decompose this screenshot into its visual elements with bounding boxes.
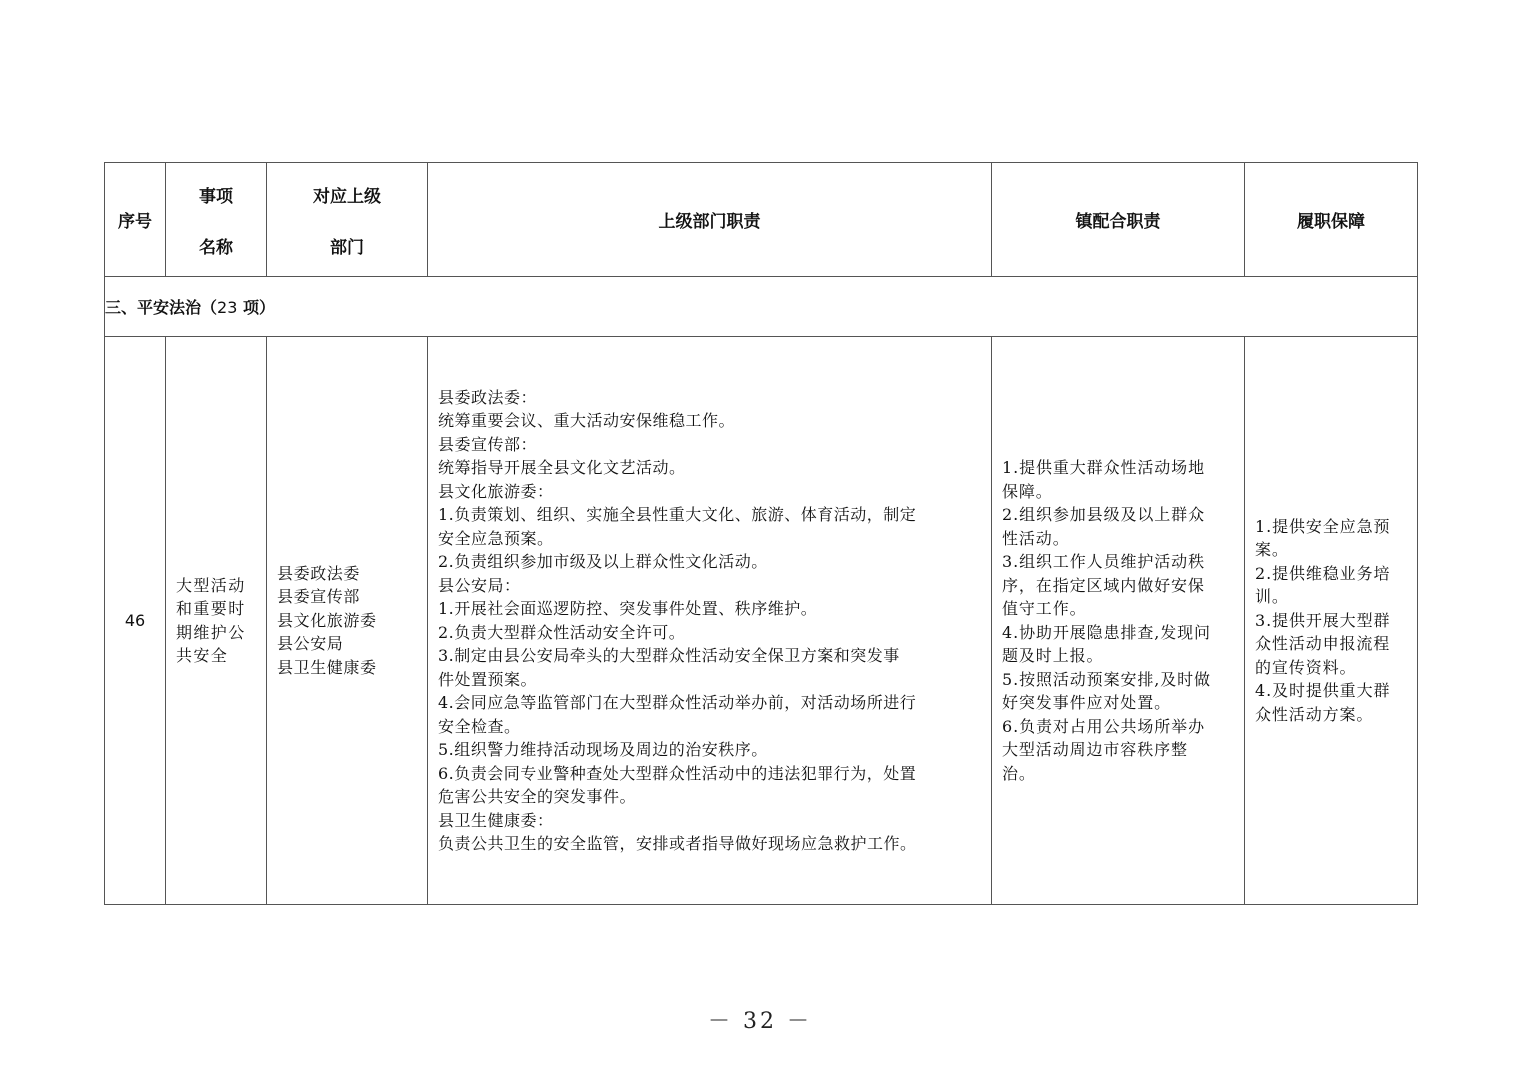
- guarantee-line: 众性活动申报流程: [1255, 634, 1391, 654]
- department-item: 县公安局: [277, 634, 344, 654]
- duty-line: 1.负责策划、组织、实施全县性重大文化、旅游、体育活动，制定: [438, 505, 917, 524]
- duty-line: 1.开展社会面巡逻防控、突发事件处置、秩序维护。: [438, 599, 818, 618]
- town-duty-line: 4.协助开展隐患排查,发现问: [1002, 622, 1211, 642]
- town-duty-line: 5.按照活动预案安排,及时做: [1002, 669, 1211, 689]
- department-item: 县委政法委: [277, 563, 361, 583]
- department-item: 县卫生健康委: [277, 657, 377, 677]
- header-item-line1: 事项: [199, 186, 233, 207]
- town-duty-line: 1.提供重大群众性活动场地: [1002, 458, 1205, 477]
- header-item-name: [166, 163, 267, 277]
- row-seq: 46: [105, 337, 166, 905]
- town-duty-line: 性活动。: [1002, 528, 1070, 548]
- duty-line: 2.负责大型群众性活动安全许可。: [438, 622, 686, 642]
- table-row: [105, 337, 1418, 905]
- duty-line: 统筹指导开展全县文化文艺活动。: [438, 458, 686, 477]
- duty-line: 6.负责会同专业警种查处大型群众性活动中的违法犯罪行为，处置: [438, 763, 917, 783]
- duty-line: 县文化旅游委：: [438, 481, 554, 501]
- header-seq: 序号: [105, 163, 166, 277]
- town-duty-line: 3.组织工作人员维护活动秩: [1002, 552, 1205, 571]
- town-duty-line: 治。: [1002, 763, 1036, 783]
- guarantee-line: 的宣传资料。: [1255, 657, 1357, 677]
- guarantee-line: 案。: [1255, 540, 1289, 560]
- section-prefix: 三、平安法治（: [105, 298, 218, 317]
- duty-line: 负责公共卫生的安全监管，安排或者指导做好现场应急救护工作。: [438, 834, 917, 853]
- duty-table: [104, 162, 1418, 905]
- section-title: [105, 277, 1418, 337]
- duty-line: 县委宣传部：: [438, 434, 538, 454]
- duty-line: 县卫生健康委：: [438, 810, 554, 830]
- guarantee-line: 1.提供安全应急预: [1255, 516, 1391, 536]
- town-duty-line: 保障。: [1002, 481, 1053, 501]
- item-name-line: 期维护公: [176, 622, 246, 642]
- header-dept-line1: 对应上级: [313, 186, 381, 207]
- duty-line: 5.组织警力维持活动现场及周边的治安秩序。: [438, 740, 768, 759]
- row-departments: [267, 337, 428, 905]
- row-item-name: [166, 337, 267, 905]
- item-name-line: 大型活动: [176, 575, 246, 595]
- guarantee-line: 4.及时提供重大群: [1255, 681, 1391, 701]
- guarantee-line: 2.提供维稳业务培: [1255, 563, 1391, 583]
- header-guarantee: 履职保障: [1245, 163, 1418, 277]
- duty-line: 安全检查。: [438, 716, 521, 736]
- duty-line: 3.制定由县公安局牵头的大型群众性活动安全保卫方案和突发事: [438, 646, 900, 665]
- item-name-line: 共安全: [176, 646, 229, 665]
- town-duty-line: 大型活动周边市容秩序整: [1002, 740, 1188, 759]
- duty-line: 2.负责组织参加市级及以上群众性文化活动。: [438, 552, 768, 571]
- duty-line: 统筹重要会议、重大活动安保维稳工作。: [438, 411, 736, 430]
- duty-line: 安全应急预案。: [438, 528, 554, 548]
- duty-line: 县委政法委：: [438, 387, 538, 407]
- guarantee-line: 3.提供开展大型群: [1255, 610, 1391, 630]
- town-duty-line: 好突发事件应对处置。: [1002, 693, 1172, 712]
- header-row: [105, 163, 1418, 277]
- duty-line: 县公安局：: [438, 575, 521, 595]
- town-duty-line: 值守工作。: [1002, 599, 1087, 618]
- department-item: 县委宣传部: [277, 587, 361, 607]
- duty-line: 件处置预案。: [438, 669, 538, 689]
- department-item: 县文化旅游委: [277, 610, 377, 630]
- header-upper-duty: 上级部门职责: [428, 163, 992, 277]
- row-upper-duty: [428, 337, 992, 905]
- duty-line: 危害公共安全的突发事件。: [438, 787, 637, 806]
- header-town-duty: 镇配合职责: [992, 163, 1245, 277]
- page-number: － 32 －: [708, 1009, 812, 1034]
- section-suffix: 项）: [237, 298, 275, 317]
- header-department: [267, 163, 428, 277]
- town-duty-line: 6.负责对占用公共场所举办: [1002, 716, 1205, 736]
- row-town-duty: [992, 337, 1245, 905]
- town-duty-line: 题及时上报。: [1002, 646, 1104, 665]
- section-count: 23: [217, 298, 238, 317]
- header-dept-line2: 部门: [330, 237, 364, 258]
- section-row: [105, 277, 1418, 337]
- item-name-line: 和重要时: [176, 599, 246, 618]
- guarantee-line: 众性活动方案。: [1255, 704, 1374, 724]
- row-guarantee: [1245, 337, 1418, 905]
- guarantee-line: 训。: [1255, 587, 1289, 607]
- duty-line: 4.会同应急等监管部门在大型群众性活动举办前，对活动场所进行: [438, 693, 917, 712]
- header-item-line2: 名称: [199, 237, 233, 258]
- town-duty-line: 序，在指定区域内做好安保: [1002, 575, 1205, 595]
- town-duty-line: 2.组织参加县级及以上群众: [1002, 505, 1205, 524]
